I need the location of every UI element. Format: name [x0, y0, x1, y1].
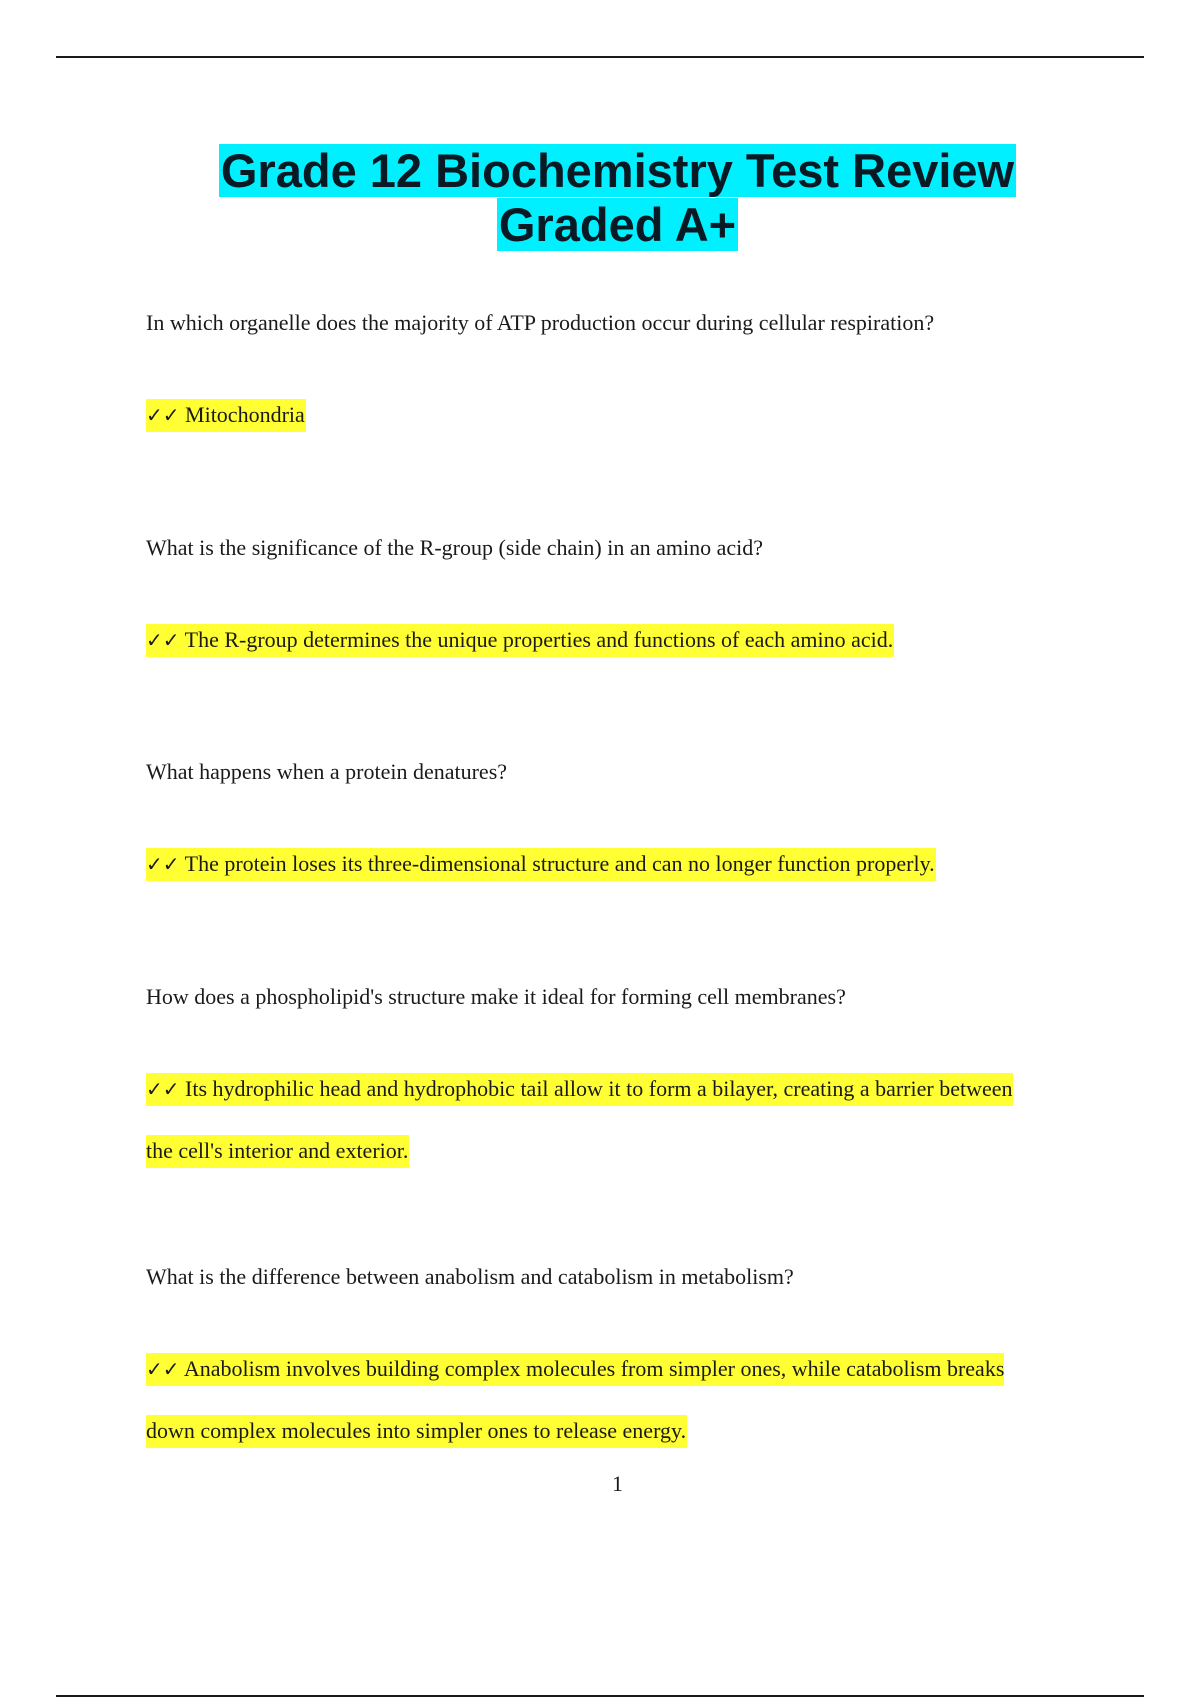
answer-highlight	[146, 1353, 1004, 1448]
page-number: 1	[612, 1471, 623, 1496]
top-rule	[56, 56, 1144, 58]
qa-item	[146, 1262, 1146, 1461]
document-title	[0, 144, 1200, 252]
question-text: What is the difference between anabolism and catabolism in metabolism?	[146, 1264, 794, 1289]
question-text: In which organelle does the majority of ATP production occur during cellular respiration?	[146, 310, 935, 335]
answer-highlight	[146, 848, 936, 881]
answer-label: Its hydrophilic head and hydrophobic tail allow it to form a bilayer, creating a barrier between the cell's interior and exterior.	[146, 1076, 1013, 1163]
answer-label: Mitochondria	[185, 402, 305, 427]
title-line-2: Graded A+	[498, 198, 737, 251]
answer-label: Anabolism involves building complex molecules from simpler ones, while catabolism breaks down complex molecules into simpler ones to release energy.	[146, 1356, 1005, 1443]
title-line-1: Grade 12 Biochemistry Test Review	[220, 144, 1015, 197]
answer-text	[146, 609, 1026, 671]
qa-item	[146, 982, 1146, 1181]
question-text: What is the significance of the R-group (side chain) in an amino acid?	[146, 535, 764, 560]
double-check-icon: ✓✓	[146, 852, 180, 876]
answer-text	[146, 1058, 1026, 1181]
qa-item	[146, 533, 1146, 671]
answer-text	[146, 384, 1026, 446]
answer-highlight	[146, 624, 894, 657]
answer-text	[146, 1338, 1026, 1461]
question-text: How does a phospholipid's structure make it ideal for forming cell membranes?	[146, 984, 846, 1009]
answer-text	[146, 833, 1026, 895]
answer-highlight	[146, 1073, 1013, 1168]
answer-label: The R-group determines the unique properties and functions of each amino acid.	[184, 627, 894, 652]
answer-label: The protein loses its three-dimensional structure and can no longer function properly.	[184, 851, 935, 876]
double-check-icon: ✓✓	[146, 403, 180, 427]
double-check-icon: ✓✓	[146, 1077, 180, 1101]
qa-item	[146, 308, 1146, 446]
bottom-rule	[56, 1695, 1144, 1697]
double-check-icon: ✓✓	[146, 628, 180, 652]
qa-item	[146, 757, 1146, 895]
answer-highlight	[146, 399, 306, 432]
question-text: What happens when a protein denatures?	[146, 759, 508, 784]
double-check-icon: ✓✓	[146, 1357, 180, 1381]
